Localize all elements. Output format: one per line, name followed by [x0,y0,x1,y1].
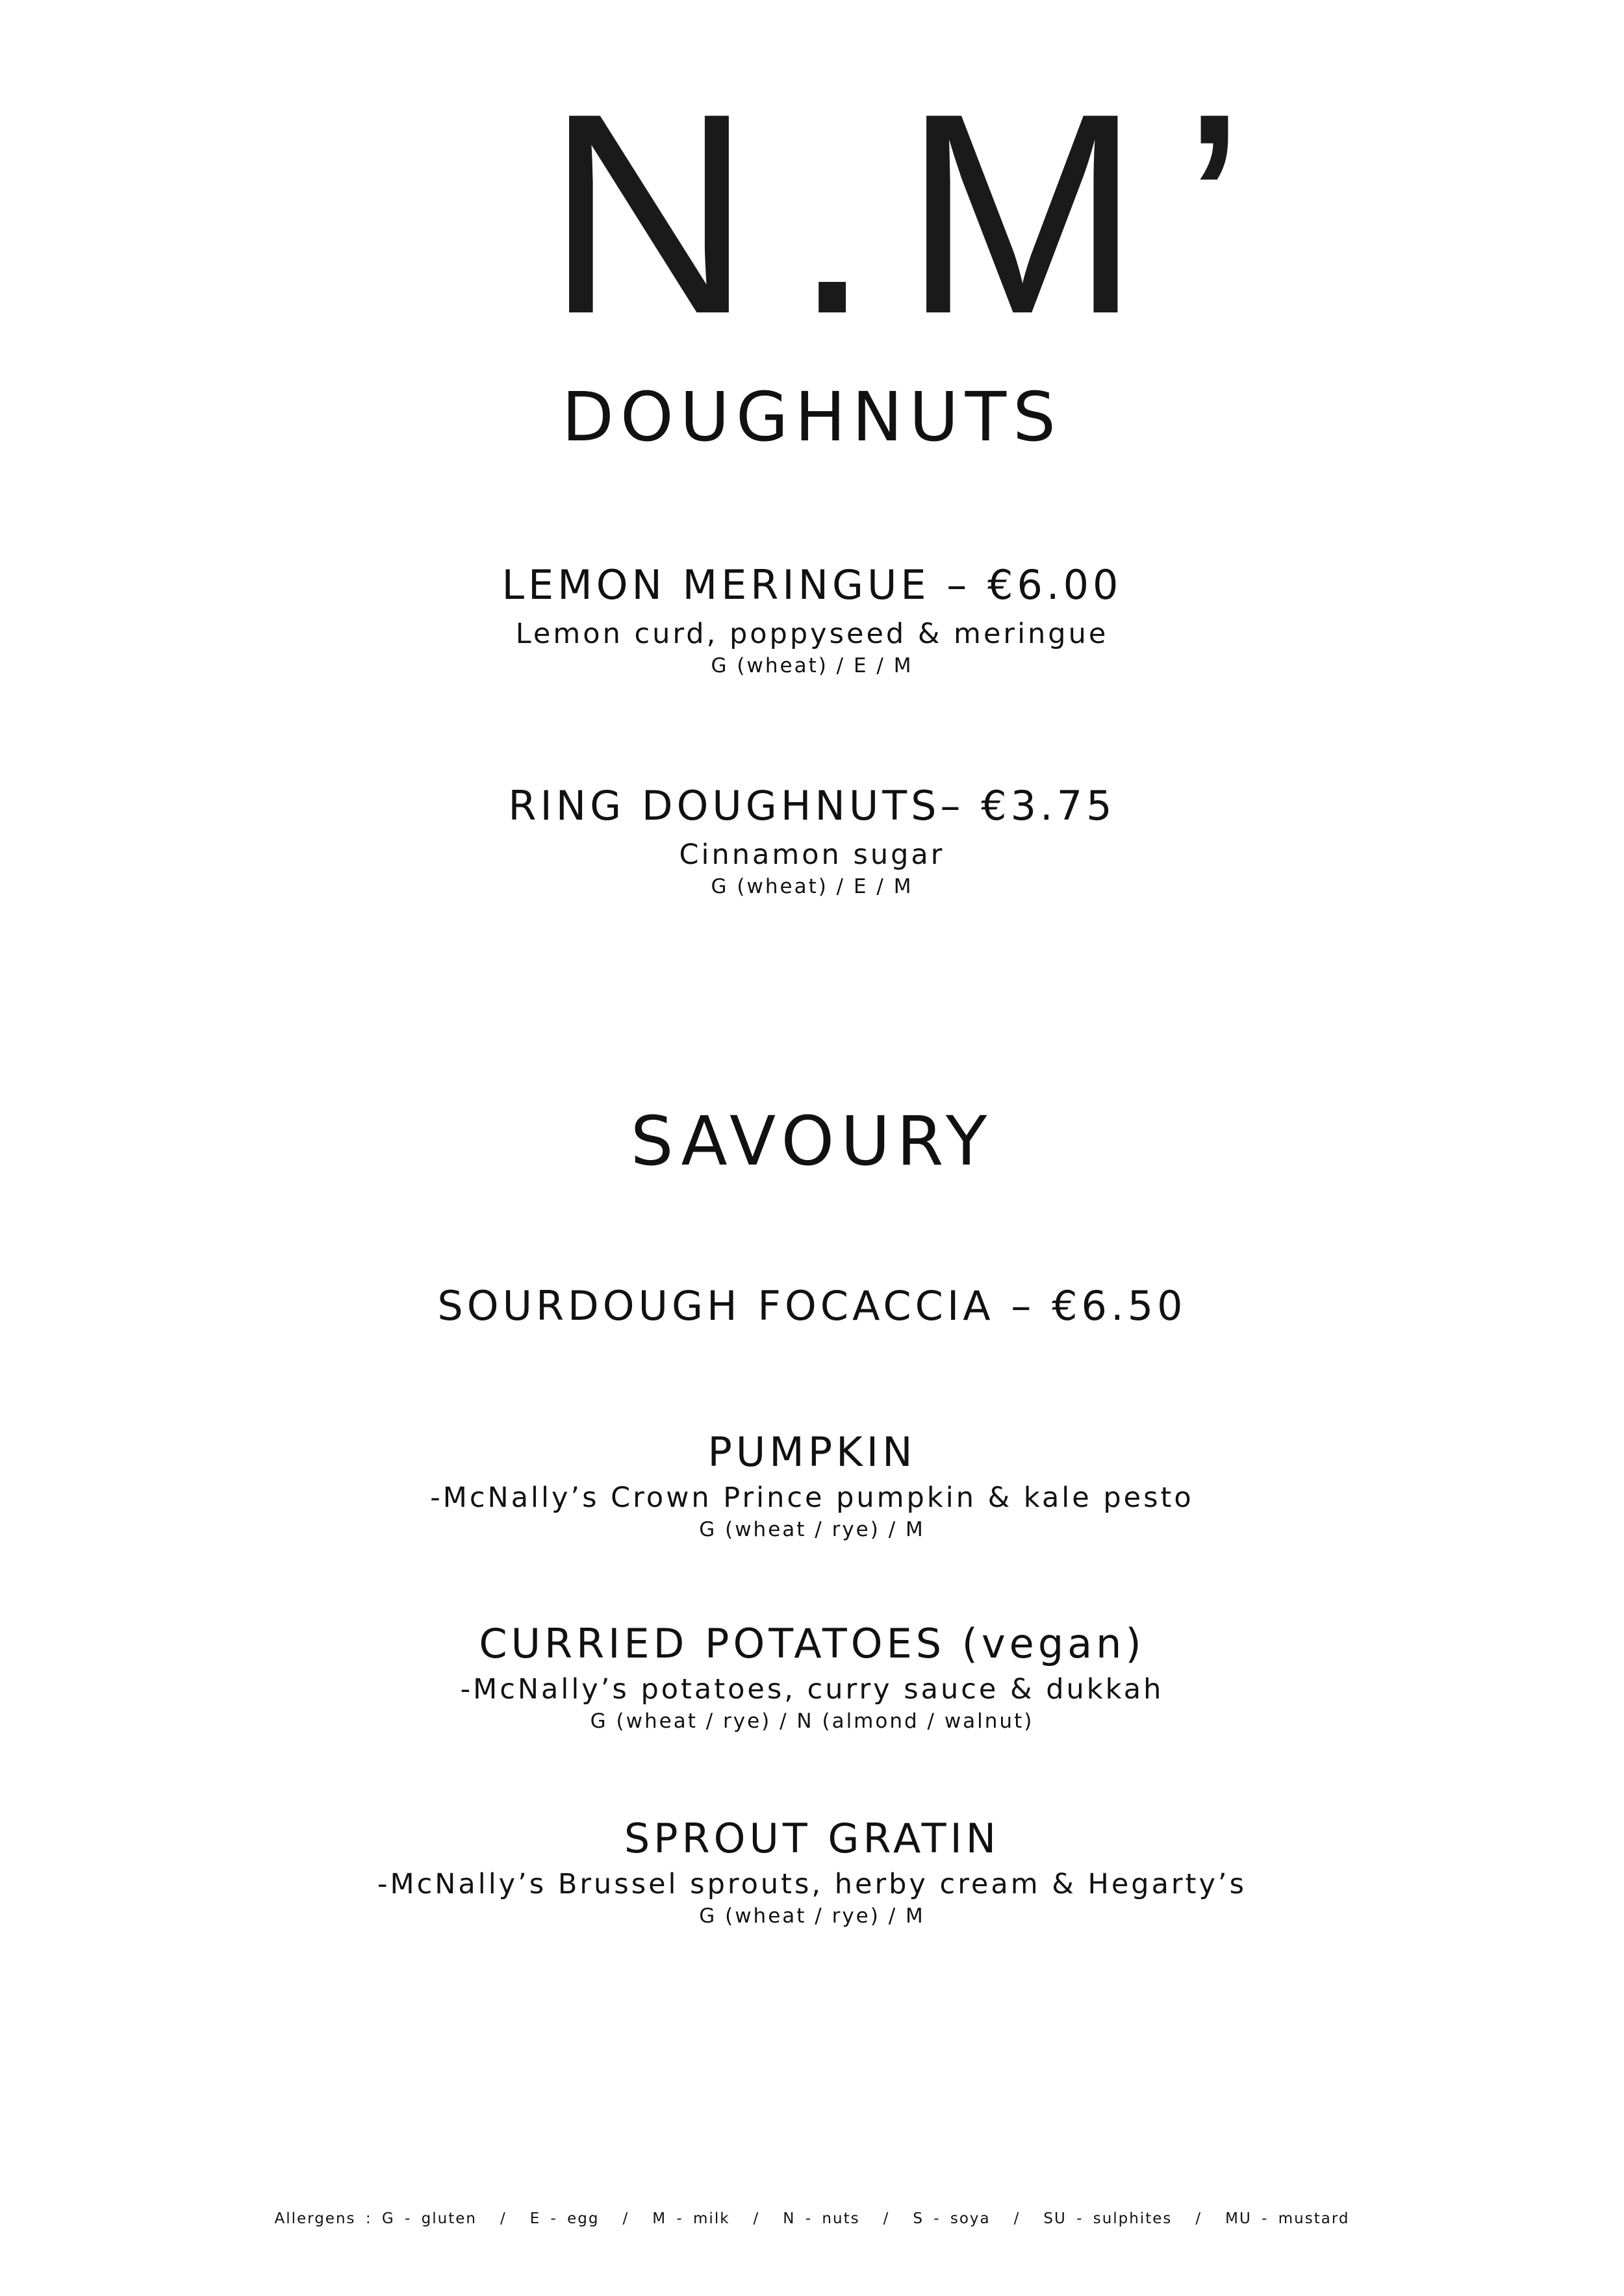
logo-apostrophe: ’ [1182,55,1246,373]
menu-item-title: SPROUT GRATIN [624,1815,1000,1862]
menu-item-title: PUMPKIN [707,1428,917,1476]
menu-item-allergens: G (wheat / rye) / M [699,1904,925,1928]
footer-allergen-nuts: N - nuts [783,2210,860,2227]
footer-separator: / [500,2210,507,2227]
footer-allergen-sulphites: SU - sulphites [1043,2210,1173,2227]
allergens-footer [0,2212,1624,2227]
menu-item-allergens: G (wheat) / E / M [711,654,913,677]
footer-separator: / [753,2210,760,2227]
footer-allergen-soya: S - soya [913,2210,991,2227]
menu-item-title: RING DOUGHNUTS– €3.75 [508,782,1116,829]
footer-allergen-milk: M - milk [652,2210,730,2227]
footer-separator: / [1013,2210,1021,2227]
footer-separator: / [622,2210,629,2227]
menu-item-title: LEMON MERINGUE – €6.00 [501,561,1123,609]
footer-separator: / [1195,2210,1202,2227]
footer-allergen-mustard: MU - mustard [1225,2210,1350,2227]
menu-item-description: -McNally’s potatoes, curry sauce & dukkah [460,1673,1164,1706]
section-title-savoury: SAVOURY [630,1102,994,1181]
menu-item-allergens: G (wheat / rye) / N (almond / walnut) [590,1709,1034,1733]
menu-item-description: Cinnamon sugar [679,839,945,871]
menu-item-allergens: G (wheat) / E / M [711,875,913,898]
footer-allergen-gluten: Allergens : G - gluten [274,2210,477,2227]
logo-letter-m: M [903,55,1141,373]
footer-allergen-egg: E - egg [529,2210,600,2227]
footer-separator: / [883,2210,890,2227]
menu-item-description: Lemon curd, poppyseed & meringue [515,618,1109,650]
menu-item-allergens: G (wheat / rye) / M [699,1518,925,1541]
section-title-doughnuts: DOUGHNUTS [561,377,1063,457]
menu-item-description: -McNally’s Crown Prince pumpkin & kale pesto [430,1482,1194,1514]
menu-item-description: -McNally’s Brussel sprouts, herby cream & Hegarty’s [377,1868,1247,1900]
savoury-headline: SOURDOUGH FOCACCIA – €6.50 [437,1282,1187,1330]
logo-dot: . [793,55,872,373]
logo-letter-n: N [546,55,752,373]
menu-item-title: CURRIED POTATOES (vegan) [479,1620,1145,1667]
